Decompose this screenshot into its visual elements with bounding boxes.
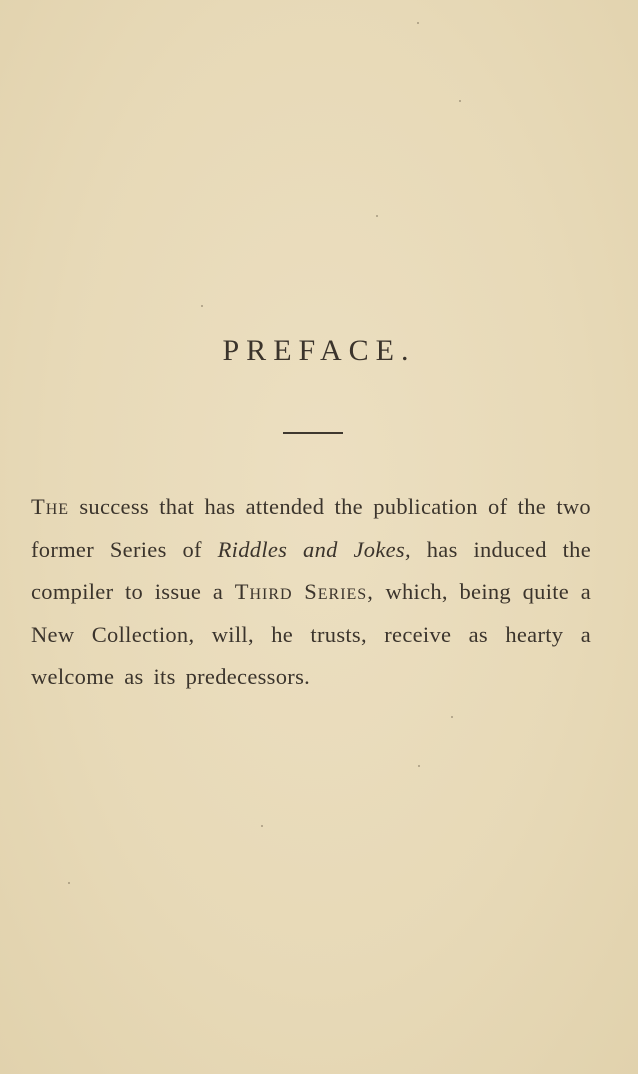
- paper-speck: [451, 716, 453, 718]
- page-title: PREFACE.: [222, 334, 416, 367]
- preface-paragraph: [31, 486, 591, 699]
- paragraph-text: has induced the compiler to issue a: [31, 536, 591, 604]
- paper-speck: [201, 305, 203, 307]
- book-title: Riddles and Jokes,: [217, 536, 411, 562]
- paragraph-text: which, being quite a New Collection, will, he trusts, receive as hearty a welcome as its predecessors.: [31, 579, 591, 689]
- title-divider: [283, 432, 343, 434]
- paragraph-text: success that has attended the publication of the two former Series of: [31, 494, 591, 562]
- paper-speck: [417, 22, 419, 24]
- paper-speck: [261, 825, 263, 827]
- paper-speck: [68, 882, 70, 884]
- opening-word: The: [31, 494, 70, 519]
- series-name: Third: [234, 579, 293, 604]
- paper-speck: [376, 215, 378, 217]
- paper-speck: [459, 100, 461, 102]
- paragraph-text: [293, 579, 305, 604]
- series-name: Series,: [304, 579, 374, 604]
- paper-speck: [418, 765, 420, 767]
